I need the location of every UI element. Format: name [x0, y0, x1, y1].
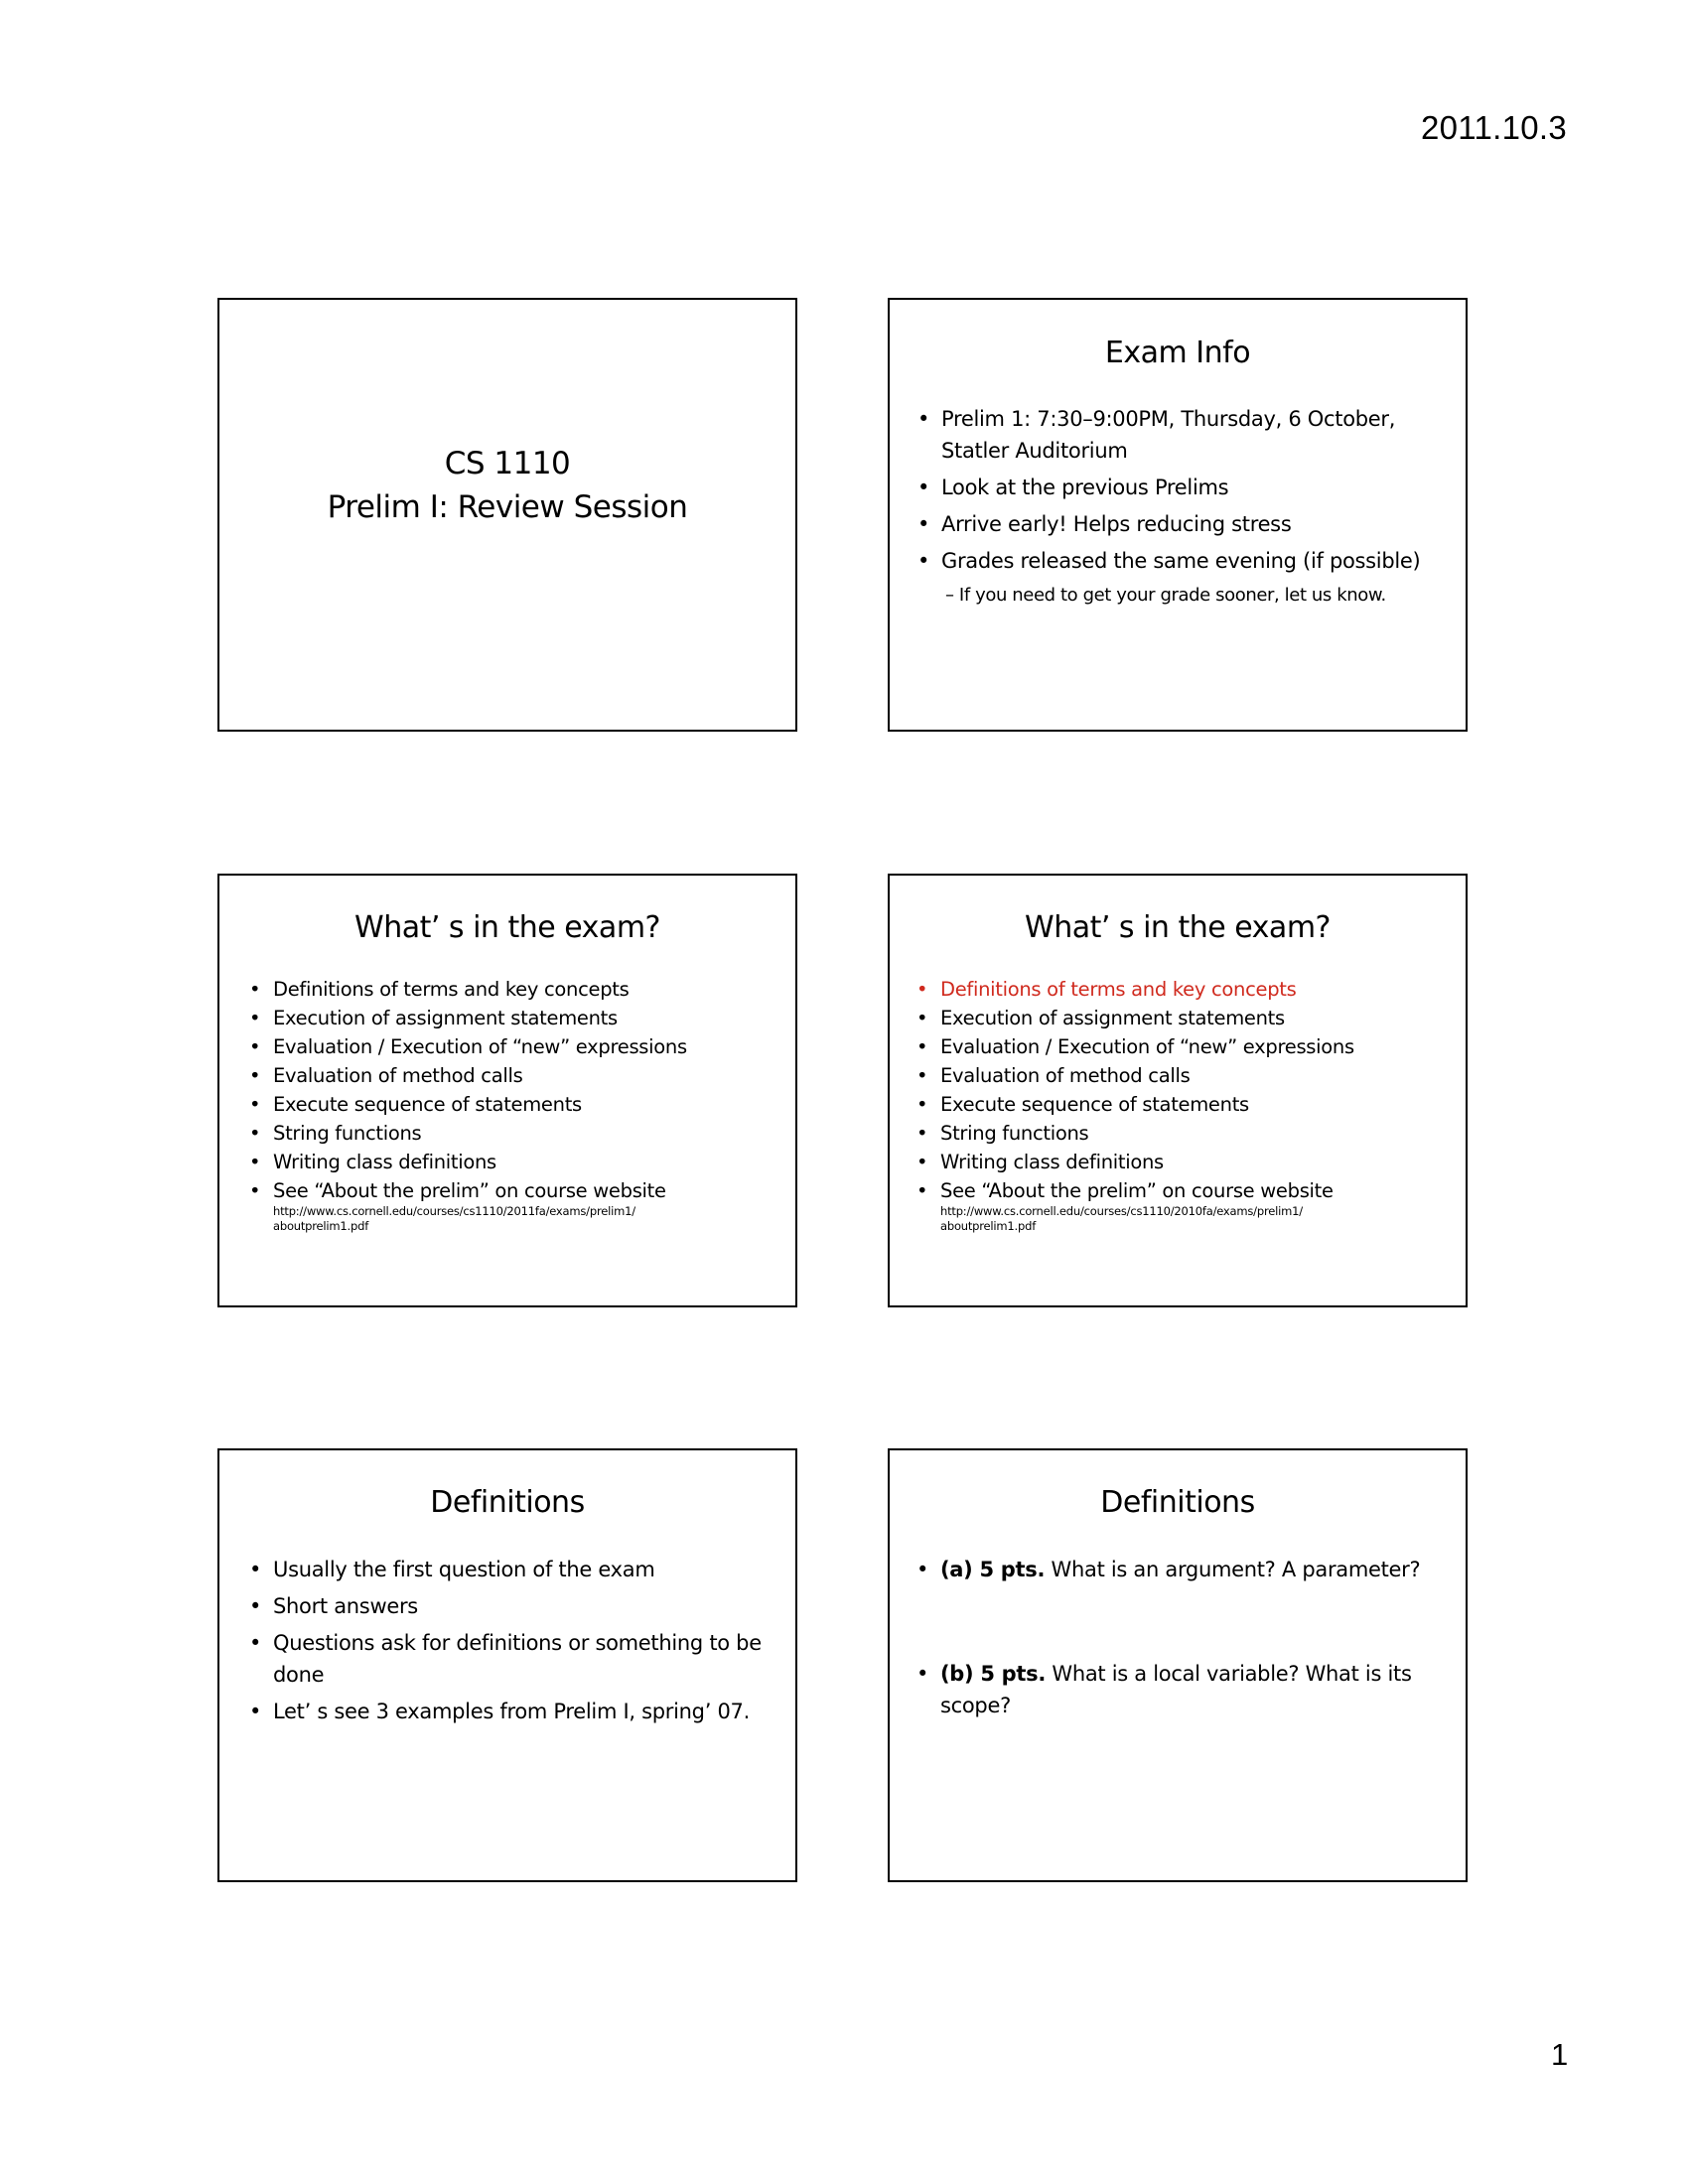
bullet-item: • Execute sequence of statements	[916, 1090, 1456, 1119]
bullet-item: • Writing class definitions	[249, 1148, 785, 1176]
bullet-list	[249, 975, 785, 1234]
url-line: aboutprelim1.pdf	[273, 1219, 369, 1233]
url-line: http://www.cs.cornell.edu/courses/cs1110/2010fa/exams/prelim1/	[940, 1204, 1303, 1218]
question-item	[916, 1554, 1452, 1585]
bullet-item: • Short answers	[249, 1590, 781, 1622]
bullet-item	[916, 1176, 1456, 1234]
bullet-item: • Evaluation / Execution of “new” expressions	[249, 1032, 785, 1061]
bullet-item: • String functions	[916, 1119, 1456, 1148]
title-slide-heading	[219, 442, 795, 529]
slide-5-definitions	[217, 1448, 797, 1882]
document-date: 2011.10.3	[1420, 109, 1567, 146]
bullet-item: • Evaluation of method calls	[249, 1061, 785, 1090]
bullet-item: • Usually the first question of the exam	[249, 1554, 781, 1585]
bullet-item: • Execute sequence of statements	[249, 1090, 785, 1119]
course-website-link[interactable]	[940, 1204, 1456, 1234]
url-line: http://www.cs.cornell.edu/courses/cs1110/2011fa/exams/prelim1/	[273, 1204, 635, 1218]
slide-title: Definitions	[1100, 1485, 1255, 1520]
slide-1-title	[217, 298, 797, 732]
question-item	[916, 1658, 1452, 1721]
page-number: 1	[1551, 2037, 1569, 2072]
bullet-text: See “About the prelim” on course website	[273, 1179, 666, 1202]
bullet-item: • Let’ s see 3 examples from Prelim I, spring’ 07.	[249, 1696, 781, 1727]
course-website-link[interactable]	[273, 1204, 785, 1234]
bullet-item: • Execution of assignment statements	[916, 1004, 1456, 1032]
slide-title: What’ s in the exam?	[1025, 910, 1331, 945]
question-points-label: (b) 5 pts.	[940, 1662, 1047, 1686]
sub-bullet-item: – If you need to get your grade sooner, let us know.	[945, 585, 1386, 606]
bullet-item	[249, 1176, 785, 1234]
slide-6-definition-questions	[888, 1448, 1468, 1882]
session-title: Prelim I: Review Session	[327, 489, 688, 525]
question-text: What is an argument? A parameter?	[1045, 1558, 1421, 1581]
bullet-item	[917, 545, 1452, 577]
bullet-text: Grades released the same evening (if possible)	[941, 549, 1421, 573]
question-points-label: (a) 5 pts.	[940, 1558, 1046, 1581]
slide-2-exam-info	[888, 298, 1468, 732]
bullet-item: • Writing class definitions	[916, 1148, 1456, 1176]
bullet-item: • String functions	[249, 1119, 785, 1148]
slide-3-exam-contents	[217, 874, 797, 1307]
url-line: aboutprelim1.pdf	[940, 1219, 1037, 1233]
slide-title: Definitions	[430, 1485, 585, 1520]
question-list	[916, 1554, 1452, 1721]
course-code: CS 1110	[444, 446, 571, 481]
bullet-list	[249, 1554, 781, 1732]
slide-title: What’ s in the exam?	[354, 910, 660, 945]
bullet-item: • Execution of assignment statements	[249, 1004, 785, 1032]
bullet-item: • Arrive early! Helps reducing stress	[917, 508, 1452, 540]
bullet-text: See “About the prelim” on course website	[940, 1179, 1334, 1202]
slide-4-exam-contents-highlighted	[888, 874, 1468, 1307]
slide-title: Exam Info	[1104, 336, 1251, 370]
question-text: What is a local variable? What is its scope?	[940, 1662, 1412, 1717]
bullet-list	[916, 975, 1456, 1234]
bullet-item: • Evaluation of method calls	[916, 1061, 1456, 1090]
bullet-item-highlighted: • Definitions of terms and key concepts	[916, 975, 1456, 1004]
bullet-list	[917, 403, 1452, 612]
bullet-item: • Questions ask for definitions or something to be done	[249, 1627, 781, 1691]
bullet-item: • Evaluation / Execution of “new” expressions	[916, 1032, 1456, 1061]
bullet-item: • Look at the previous Prelims	[917, 472, 1452, 503]
bullet-item: • Definitions of terms and key concepts	[249, 975, 785, 1004]
bullet-item: • Prelim 1: 7:30–9:00PM, Thursday, 6 October, Statler Auditorium	[917, 403, 1452, 467]
